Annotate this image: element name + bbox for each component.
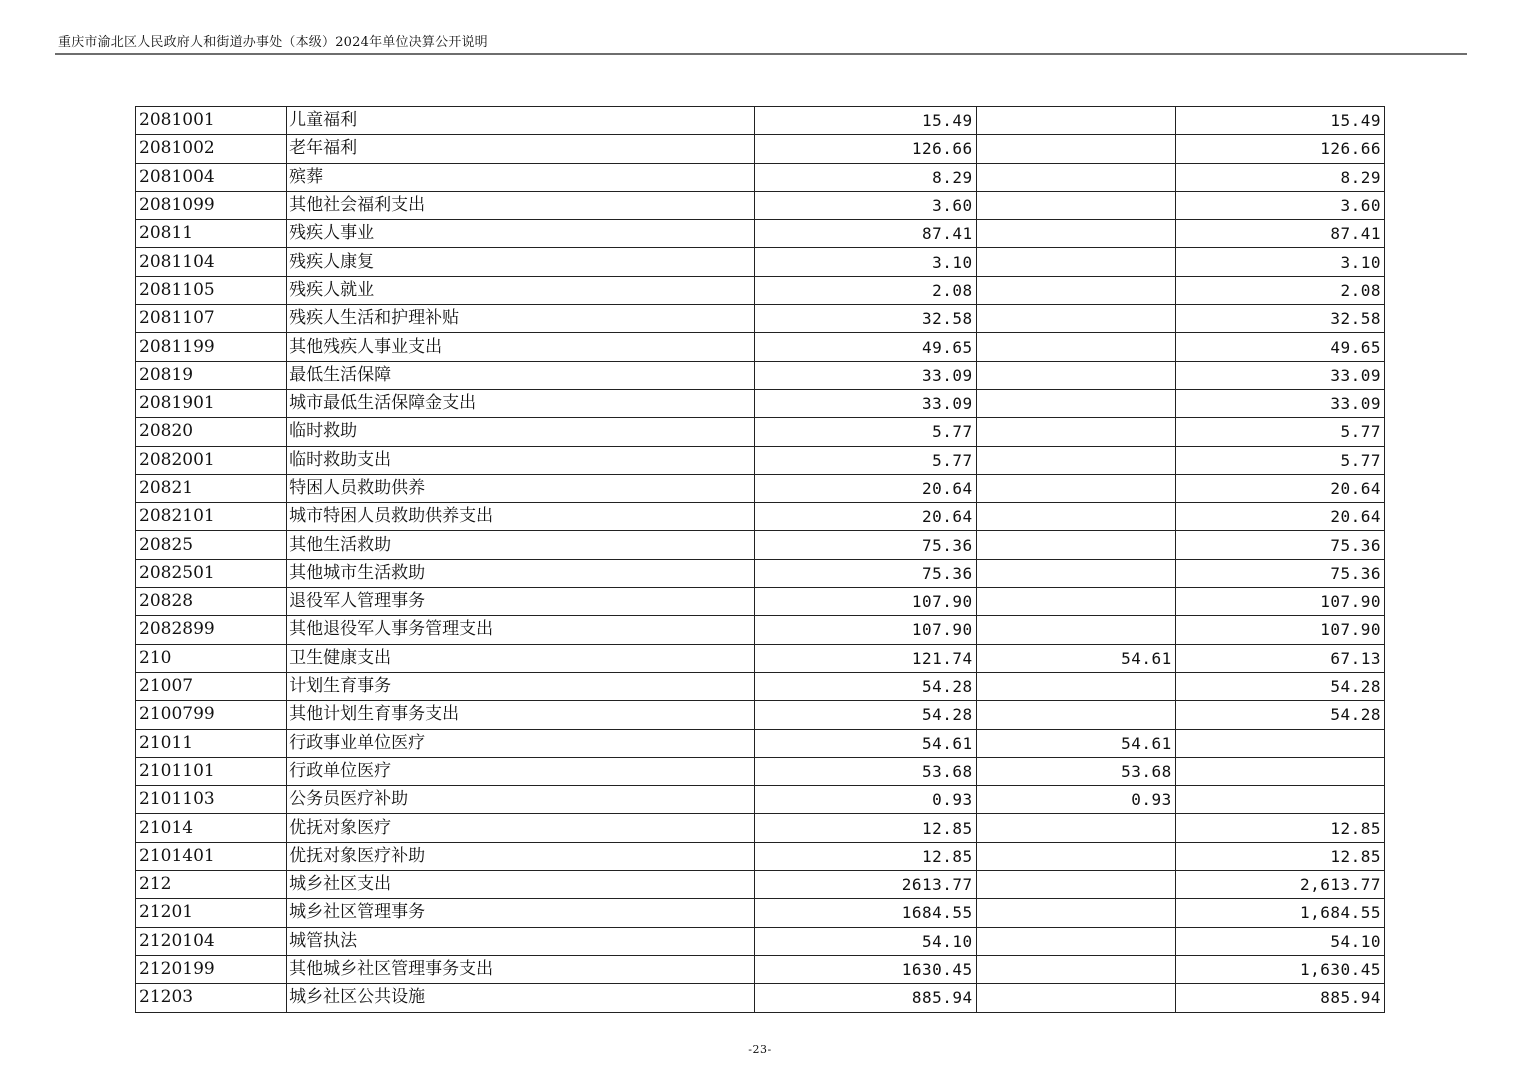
- table-row: [136, 220, 1385, 248]
- table-row: [136, 559, 1385, 587]
- table-row: [136, 871, 1385, 899]
- total-amount-cell: 15.49: [755, 107, 976, 135]
- total-amount-cell: 32.58: [755, 305, 976, 333]
- total-amount-cell: 49.65: [755, 333, 976, 361]
- function-code-cell: 2120199: [136, 955, 287, 983]
- project-expenditure-cell: 885.94: [1175, 984, 1384, 1012]
- table-row: [136, 107, 1385, 135]
- basic-expenditure-cell: 0.93: [976, 786, 1175, 814]
- basic-expenditure-cell: [976, 107, 1175, 135]
- table-row: [136, 842, 1385, 870]
- project-expenditure-cell: 20.64: [1175, 503, 1384, 531]
- function-code-cell: 2081199: [136, 333, 287, 361]
- table-row: [136, 446, 1385, 474]
- function-name-cell: 残疾人康复: [287, 248, 755, 276]
- function-code-cell: 2120104: [136, 927, 287, 955]
- function-name-cell: 优抚对象医疗补助: [287, 842, 755, 870]
- function-name-cell: 城管执法: [287, 927, 755, 955]
- total-amount-cell: 2613.77: [755, 871, 976, 899]
- basic-expenditure-cell: [976, 361, 1175, 389]
- function-name-cell: 残疾人事业: [287, 220, 755, 248]
- table-row: [136, 531, 1385, 559]
- table-row: [136, 135, 1385, 163]
- project-expenditure-cell: 87.41: [1175, 220, 1384, 248]
- total-amount-cell: 33.09: [755, 389, 976, 417]
- total-amount-cell: 20.64: [755, 503, 976, 531]
- basic-expenditure-cell: [976, 276, 1175, 304]
- function-code-cell: 2100799: [136, 701, 287, 729]
- function-name-cell: 其他计划生育事务支出: [287, 701, 755, 729]
- function-code-cell: 21011: [136, 729, 287, 757]
- function-name-cell: 老年福利: [287, 135, 755, 163]
- table-row: [136, 163, 1385, 191]
- function-code-cell: 2081001: [136, 107, 287, 135]
- function-code-cell: 212: [136, 871, 287, 899]
- function-name-cell: 残疾人就业: [287, 276, 755, 304]
- table-row: [136, 644, 1385, 672]
- basic-expenditure-cell: [976, 503, 1175, 531]
- basic-expenditure-cell: [976, 616, 1175, 644]
- basic-expenditure-cell: 54.61: [976, 644, 1175, 672]
- basic-expenditure-cell: [976, 446, 1175, 474]
- project-expenditure-cell: 54.28: [1175, 701, 1384, 729]
- total-amount-cell: 0.93: [755, 786, 976, 814]
- project-expenditure-cell: [1175, 729, 1384, 757]
- basic-expenditure-cell: 54.61: [976, 729, 1175, 757]
- basic-expenditure-cell: [976, 418, 1175, 446]
- total-amount-cell: 126.66: [755, 135, 976, 163]
- total-amount-cell: 12.85: [755, 814, 976, 842]
- function-code-cell: 2101101: [136, 757, 287, 785]
- function-code-cell: 21203: [136, 984, 287, 1012]
- function-name-cell: 卫生健康支出: [287, 644, 755, 672]
- project-expenditure-cell: 2,613.77: [1175, 871, 1384, 899]
- function-name-cell: 其他城乡社区管理事务支出: [287, 955, 755, 983]
- basic-expenditure-cell: [976, 927, 1175, 955]
- basic-expenditure-cell: [976, 474, 1175, 502]
- project-expenditure-cell: 33.09: [1175, 389, 1384, 417]
- project-expenditure-cell: 33.09: [1175, 361, 1384, 389]
- table-row: [136, 276, 1385, 304]
- project-expenditure-cell: 1,684.55: [1175, 899, 1384, 927]
- header-divider: [55, 53, 1467, 55]
- total-amount-cell: 5.77: [755, 446, 976, 474]
- function-name-cell: 城市最低生活保障金支出: [287, 389, 755, 417]
- function-code-cell: 2081105: [136, 276, 287, 304]
- project-expenditure-cell: 3.10: [1175, 248, 1384, 276]
- total-amount-cell: 5.77: [755, 418, 976, 446]
- page-number: -23-: [748, 1043, 772, 1056]
- basic-expenditure-cell: [976, 588, 1175, 616]
- function-name-cell: 其他城市生活救助: [287, 559, 755, 587]
- function-name-cell: 最低生活保障: [287, 361, 755, 389]
- function-code-cell: 2082899: [136, 616, 287, 644]
- function-code-cell: 2081107: [136, 305, 287, 333]
- total-amount-cell: 885.94: [755, 984, 976, 1012]
- table-row: [136, 474, 1385, 502]
- table-row: [136, 333, 1385, 361]
- table-row: [136, 786, 1385, 814]
- function-code-cell: 2082001: [136, 446, 287, 474]
- basic-expenditure-cell: [976, 984, 1175, 1012]
- function-code-cell: 20828: [136, 588, 287, 616]
- function-code-cell: 20820: [136, 418, 287, 446]
- project-expenditure-cell: 12.85: [1175, 814, 1384, 842]
- project-expenditure-cell: 2.08: [1175, 276, 1384, 304]
- table-row: [136, 672, 1385, 700]
- function-code-cell: 2101401: [136, 842, 287, 870]
- basic-expenditure-cell: [976, 333, 1175, 361]
- function-name-cell: 儿童福利: [287, 107, 755, 135]
- project-expenditure-cell: 12.85: [1175, 842, 1384, 870]
- budget-table-container: [135, 106, 1385, 1013]
- total-amount-cell: 54.61: [755, 729, 976, 757]
- function-code-cell: 2081004: [136, 163, 287, 191]
- total-amount-cell: 1684.55: [755, 899, 976, 927]
- total-amount-cell: 3.10: [755, 248, 976, 276]
- function-name-cell: 行政事业单位医疗: [287, 729, 755, 757]
- project-expenditure-cell: 126.66: [1175, 135, 1384, 163]
- basic-expenditure-cell: [976, 955, 1175, 983]
- function-name-cell: 城市特困人员救助供养支出: [287, 503, 755, 531]
- function-code-cell: 2101103: [136, 786, 287, 814]
- table-row: [136, 899, 1385, 927]
- total-amount-cell: 75.36: [755, 531, 976, 559]
- total-amount-cell: 3.60: [755, 191, 976, 219]
- project-expenditure-cell: 49.65: [1175, 333, 1384, 361]
- function-code-cell: 2081901: [136, 389, 287, 417]
- table-row: [136, 616, 1385, 644]
- function-name-cell: 其他残疾人事业支出: [287, 333, 755, 361]
- function-name-cell: 其他退役军人事务管理支出: [287, 616, 755, 644]
- total-amount-cell: 75.36: [755, 559, 976, 587]
- function-name-cell: 残疾人生活和护理补贴: [287, 305, 755, 333]
- total-amount-cell: 20.64: [755, 474, 976, 502]
- function-name-cell: 公务员医疗补助: [287, 786, 755, 814]
- function-code-cell: 21007: [136, 672, 287, 700]
- table-row: [136, 984, 1385, 1012]
- project-expenditure-cell: 15.49: [1175, 107, 1384, 135]
- function-code-cell: 21014: [136, 814, 287, 842]
- function-name-cell: 退役军人管理事务: [287, 588, 755, 616]
- function-name-cell: 临时救助支出: [287, 446, 755, 474]
- table-row: [136, 927, 1385, 955]
- function-code-cell: 20825: [136, 531, 287, 559]
- basic-expenditure-cell: [976, 389, 1175, 417]
- total-amount-cell: 54.28: [755, 672, 976, 700]
- function-code-cell: 20819: [136, 361, 287, 389]
- table-row: [136, 814, 1385, 842]
- table-row: [136, 701, 1385, 729]
- function-code-cell: 2082101: [136, 503, 287, 531]
- total-amount-cell: 8.29: [755, 163, 976, 191]
- project-expenditure-cell: 1,630.45: [1175, 955, 1384, 983]
- table-row: [136, 729, 1385, 757]
- basic-expenditure-cell: [976, 701, 1175, 729]
- function-name-cell: 优抚对象医疗: [287, 814, 755, 842]
- project-expenditure-cell: 5.77: [1175, 446, 1384, 474]
- project-expenditure-cell: 75.36: [1175, 531, 1384, 559]
- project-expenditure-cell: 5.77: [1175, 418, 1384, 446]
- total-amount-cell: 2.08: [755, 276, 976, 304]
- total-amount-cell: 54.28: [755, 701, 976, 729]
- function-name-cell: 城乡社区公共设施: [287, 984, 755, 1012]
- function-code-cell: 2081104: [136, 248, 287, 276]
- basic-expenditure-cell: [976, 248, 1175, 276]
- project-expenditure-cell: 54.28: [1175, 672, 1384, 700]
- function-code-cell: 2081002: [136, 135, 287, 163]
- basic-expenditure-cell: [976, 559, 1175, 587]
- function-name-cell: 计划生育事务: [287, 672, 755, 700]
- project-expenditure-cell: [1175, 757, 1384, 785]
- project-expenditure-cell: [1175, 786, 1384, 814]
- project-expenditure-cell: 54.10: [1175, 927, 1384, 955]
- basic-expenditure-cell: [976, 814, 1175, 842]
- total-amount-cell: 107.90: [755, 616, 976, 644]
- total-amount-cell: 1630.45: [755, 955, 976, 983]
- basic-expenditure-cell: [976, 191, 1175, 219]
- basic-expenditure-cell: [976, 531, 1175, 559]
- basic-expenditure-cell: [976, 672, 1175, 700]
- page-header-title: 重庆市渝北区人民政府人和街道办事处（本级）2024年单位决算公开说明: [58, 35, 488, 50]
- basic-expenditure-cell: [976, 305, 1175, 333]
- table-row: [136, 418, 1385, 446]
- function-code-cell: 210: [136, 644, 287, 672]
- basic-expenditure-cell: [976, 163, 1175, 191]
- table-row: [136, 588, 1385, 616]
- budget-table: [135, 106, 1385, 1013]
- function-name-cell: 行政单位医疗: [287, 757, 755, 785]
- function-name-cell: 殡葬: [287, 163, 755, 191]
- table-row: [136, 503, 1385, 531]
- total-amount-cell: 54.10: [755, 927, 976, 955]
- function-code-cell: 21201: [136, 899, 287, 927]
- total-amount-cell: 121.74: [755, 644, 976, 672]
- total-amount-cell: 87.41: [755, 220, 976, 248]
- project-expenditure-cell: 20.64: [1175, 474, 1384, 502]
- project-expenditure-cell: 3.60: [1175, 191, 1384, 219]
- project-expenditure-cell: 75.36: [1175, 559, 1384, 587]
- table-row: [136, 305, 1385, 333]
- function-code-cell: 2081099: [136, 191, 287, 219]
- basic-expenditure-cell: [976, 135, 1175, 163]
- function-name-cell: 临时救助: [287, 418, 755, 446]
- function-name-cell: 城乡社区支出: [287, 871, 755, 899]
- function-code-cell: 20811: [136, 220, 287, 248]
- function-name-cell: 其他生活救助: [287, 531, 755, 559]
- basic-expenditure-cell: [976, 842, 1175, 870]
- table-row: [136, 389, 1385, 417]
- project-expenditure-cell: 32.58: [1175, 305, 1384, 333]
- basic-expenditure-cell: [976, 899, 1175, 927]
- function-name-cell: 特困人员救助供养: [287, 474, 755, 502]
- budget-table-body: [136, 107, 1385, 1013]
- total-amount-cell: 53.68: [755, 757, 976, 785]
- project-expenditure-cell: 107.90: [1175, 588, 1384, 616]
- basic-expenditure-cell: [976, 220, 1175, 248]
- function-name-cell: 其他社会福利支出: [287, 191, 755, 219]
- basic-expenditure-cell: [976, 871, 1175, 899]
- function-code-cell: 2082501: [136, 559, 287, 587]
- total-amount-cell: 107.90: [755, 588, 976, 616]
- table-row: [136, 361, 1385, 389]
- function-name-cell: 城乡社区管理事务: [287, 899, 755, 927]
- table-row: [136, 191, 1385, 219]
- total-amount-cell: 12.85: [755, 842, 976, 870]
- total-amount-cell: 33.09: [755, 361, 976, 389]
- function-code-cell: 20821: [136, 474, 287, 502]
- project-expenditure-cell: 8.29: [1175, 163, 1384, 191]
- table-row: [136, 955, 1385, 983]
- project-expenditure-cell: 107.90: [1175, 616, 1384, 644]
- project-expenditure-cell: 67.13: [1175, 644, 1384, 672]
- table-row: [136, 757, 1385, 785]
- basic-expenditure-cell: 53.68: [976, 757, 1175, 785]
- table-row: [136, 248, 1385, 276]
